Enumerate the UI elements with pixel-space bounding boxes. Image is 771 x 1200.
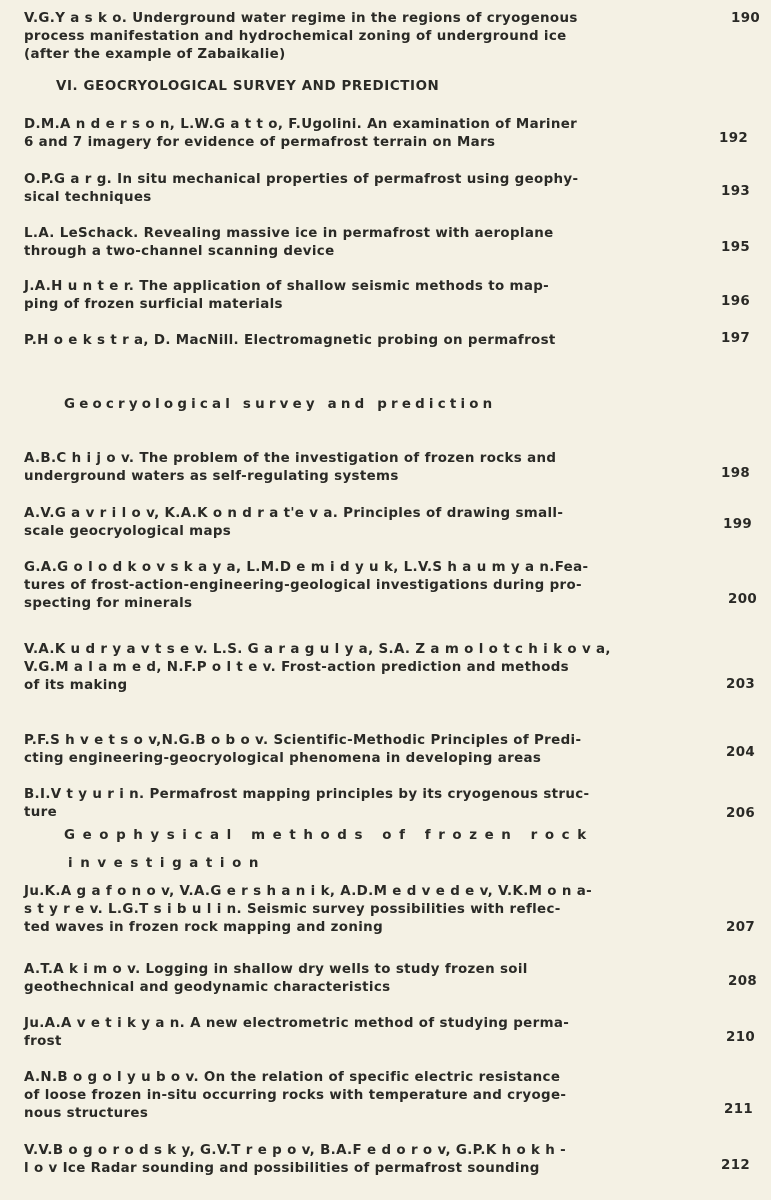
- toc-entry: [24, 505, 714, 541]
- page-number: 190: [731, 11, 761, 26]
- entry-line: specting for minerals: [24, 596, 193, 611]
- toc-entry: [24, 450, 714, 486]
- page-number: 197: [721, 331, 751, 346]
- entry-line: V.G.Y a s k o. Underground water regime in the regions of cryogenous: [24, 11, 578, 26]
- subsection-heading: investigation: [68, 856, 267, 871]
- entry-line: frost: [24, 1034, 62, 1049]
- toc-entry: [24, 171, 714, 207]
- entry-line: O.P.G a r g. In situ mechanical properties of permafrost using geophy-: [24, 172, 579, 187]
- page-number: 195: [721, 240, 751, 255]
- entry-line: A.B.C h i j o v. The problem of the investigation of frozen rocks and: [24, 451, 557, 466]
- toc-entry: [24, 332, 714, 350]
- entry-line: s t y r e v. L.G.T s i b u l i n. Seismic survey possibilities with reflec-: [24, 902, 561, 917]
- toc-entry: [24, 559, 714, 613]
- entry-line: P.H o e k s t r a, D. MacNill. Electromagnetic probing on permafrost: [24, 333, 556, 348]
- page-number: 199: [723, 517, 753, 532]
- page-number: 206: [726, 806, 756, 821]
- toc-entry: [24, 225, 714, 261]
- page-number: 203: [726, 677, 756, 692]
- toc-entry: [24, 116, 714, 152]
- entry-line: (after the example of Zabaikalie): [24, 47, 286, 62]
- entry-line: ture: [24, 805, 58, 820]
- entry-line: through a two-channel scanning device: [24, 244, 335, 259]
- entry-line: 6 and 7 imagery for evidence of permafrost terrain on Mars: [24, 135, 496, 150]
- toc-entry: [24, 883, 714, 937]
- entry-line: cting engineering-geocryological phenomena in developing areas: [24, 751, 542, 766]
- page-number: 212: [721, 1158, 751, 1173]
- page-number: 198: [721, 466, 751, 481]
- toc-entry: [24, 786, 714, 822]
- entry-line: Ju.K.A g a f o n o v, V.A.G e r s h a n i k, A.D.M e d v e d e v, V.K.M o n a-: [24, 884, 593, 899]
- entry-line: scale geocryological maps: [24, 524, 232, 539]
- entry-line: P.F.S h v e t s o v,N.G.B o b o v. Scientific-Methodic Principles of Predi-: [24, 733, 582, 748]
- page-number: 196: [721, 294, 751, 309]
- entry-line: ted waves in frozen rock mapping and zoning: [24, 920, 384, 935]
- entry-line: B.I.V t y u r i n. Permafrost mapping principles by its cryogenous struc-: [24, 787, 590, 802]
- entry-line: D.M.A n d e r s o n, L.W.G a t t o, F.Ugolini. An examination of Mariner: [24, 117, 578, 132]
- entry-line: J.A.H u n t e r. The application of shallow seismic methods to map-: [24, 279, 550, 294]
- subsection-heading: Geocryological survey and prediction: [64, 397, 497, 412]
- toc-entry: [24, 961, 714, 997]
- toc-entry: [24, 732, 714, 768]
- entry-line: G.A.G o l o d k o v s k a y a, L.M.D e m i d y u k, L.V.S h a u m y a n.Fea-: [24, 560, 589, 575]
- toc-entry: [24, 1069, 714, 1123]
- page-number: 210: [726, 1030, 756, 1045]
- page-number: 208: [728, 974, 758, 989]
- toc-entry: [24, 10, 714, 64]
- page-number: 204: [726, 745, 756, 760]
- page-number: 200: [728, 592, 758, 607]
- page-number: 207: [726, 920, 756, 935]
- entry-line: A.T.A k i m o v. Logging in shallow dry wells to study frozen soil: [24, 962, 528, 977]
- entry-line: geothechnical and geodynamic characteristics: [24, 980, 391, 995]
- page-number: 211: [724, 1102, 754, 1117]
- subsection-heading: Geophysical methods of frozen rock: [64, 828, 594, 843]
- entry-line: tures of frost-action-engineering-geological investigations during pro-: [24, 578, 582, 593]
- entry-line: l o v Ice Radar sounding and possibilities of permafrost sounding: [24, 1161, 540, 1176]
- entry-line: Ju.A.A v e t i k y a n. A new electrometric method of studying perma-: [24, 1016, 570, 1031]
- entry-line: A.V.G a v r i l o v, K.A.K o n d r a t'e v a. Principles of drawing small-: [24, 506, 564, 521]
- entry-line: A.N.B o g o l y u b o v. On the relation of specific electric resistance: [24, 1070, 561, 1085]
- entry-line: V.V.B o g o r o d s k y, G.V.T r e p o v, B.A.F e d o r o v, G.P.K h o k h -: [24, 1143, 567, 1158]
- section-heading: VI. GEOCRYOLOGICAL SURVEY AND PREDICTION: [56, 79, 440, 94]
- page-number: 193: [721, 184, 751, 199]
- entry-line: of loose frozen in-situ occurring rocks with temperature and cryoge-: [24, 1088, 567, 1103]
- page-number: 192: [719, 131, 749, 146]
- toc-entry: [24, 1142, 714, 1178]
- entry-line: sical techniques: [24, 190, 152, 205]
- entry-line: ping of frozen surficial materials: [24, 297, 283, 312]
- toc-entry: [24, 278, 714, 314]
- entry-line: V.A.K u d r y a v t s e v. L.S. G a r a g u l y a, S.A. Z a m o l o t c h i k o v a,: [24, 642, 611, 657]
- entry-line: of its making: [24, 678, 128, 693]
- entry-line: underground waters as self-regulating systems: [24, 469, 399, 484]
- entry-line: L.A. LeSchack. Revealing massive ice in permafrost with aeroplane: [24, 226, 554, 241]
- toc-entry: [24, 1015, 714, 1051]
- entry-line: nous structures: [24, 1106, 149, 1121]
- entry-line: V.G.M a l a m e d, N.F.P o l t e v. Frost-action prediction and methods: [24, 660, 570, 675]
- entry-line: process manifestation and hydrochemical zoning of underground ice: [24, 29, 567, 44]
- toc-entry: [24, 641, 714, 695]
